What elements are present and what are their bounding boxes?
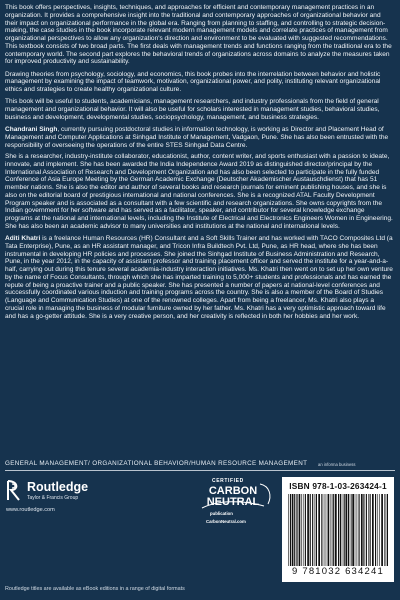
author-bio-1-text: , currently pursuing postdoctoral studies in information technology, is working as Director and Placement Head of Management and Computer Applications at Sinhgad Institute of Management, Vadgaon, Pune. She has also been entrusted with the responsibility of overseeing the operations of the entire STES Sinhgad Data Centre.	[5, 126, 389, 149]
carbon-certified: CERTIFIED	[212, 478, 244, 484]
author-bio-1-continued: She is a researcher, industry-institute collaborator, educationist, author, content writer, and sports enthusiast with a passion to ideate, innovate, and implement. She has been awarded the India Independence Award 2019 as distinguished director/principal by the International Association of Research and Development Organization and has also been selected to participate in the fully funded Conference of Asia Europe Meeting by the German Academic Exchange (Deutscher Akademischer Austauschdienst) that has 51 member nations. She is also the editor and author of several books and research journals for eminent publishing houses, and she is also on the editorial board of prestigious international and national conferences. She is a recognized ATAL Faculty Development Program speaker and is associated as a consultant with a few scientific and research organizations. She owns copyrights from the Indian government for her software and has served as a facilitator, speaker, and contributor for several knowledge exchange programs at the national and international levels, including the Institute of Electrical and Electronics Engineers Women in Engineering. She has also been an academic advisor to many universities and institutions at the national and international levels.	[5, 153, 393, 230]
carbon-website: CarbonNeutral.com	[206, 519, 246, 524]
author-name-1: Chandrani Singh	[5, 126, 58, 134]
routledge-logo-icon	[6, 479, 22, 501]
carbon-neutral-title: CARBON NEUTRAL	[206, 485, 260, 508]
barcode-panel	[282, 477, 394, 582]
carbon-neutral-badge	[198, 476, 278, 534]
author-name-2: Aditi Khatri	[5, 235, 41, 243]
barcode-image	[286, 494, 390, 566]
ebook-note: Routledge titles are available as eBook editions in a range of digital formats	[5, 586, 185, 592]
publisher-group: Taylor & Francis Group	[27, 495, 79, 501]
description-paragraph-2: Drawing theories from psychology, sociology, and economics, this book probes into the interrelation between behavior and holistic management by examining the impact of teamwork, motivation, organizational power, and polity, instituting relevant organizational ethics and strategies to create healthy organizational culture.	[5, 70, 381, 94]
barcode-digits: 9 781032 634241	[292, 566, 384, 577]
subject-category: GENERAL MANAGEMENT/ ORGANIZATIONAL BEHAVIOR/HUMAN RESOURCE MANAGEMENT	[5, 460, 308, 467]
divider	[5, 470, 395, 471]
author-bio-2-text: is a freelance Human Resources (HR) Consultant and a Soft Skills Trainer and has worked with TACO Composites Ltd (a Tata Enterprise), Pune, as an HR assistant manager, and Tricon Infra Buildtech Pvt. Ltd, Pune, as HR head, where she has been instrumental in developing HR policies and processes. She joined the Sinhgad Institute of Business Administration and Research, Pune, in the year 2012, in the capacity of assistant professor and training placement officer and served the institute for a year-and-a-half, carrying out during this tenure several academia-industry interaction initiatives. Ms. Khatri then went on to set up her own venture by the name of Focus Consultants, through which she has imparted training to 5,000+ students and professionals and has earned the repute of being a proactive trainer and a public speaker. She has presented a number of papers at national-level conferences and successfully coordinated various induction and training programs across the country. She is also a member of the Board of Studies (Language and Communication Studies) at one of the renowned colleges. Apart from being a freelancer, Ms. Khatri also plays a crucial role in managing the business of modular furniture owned by her father. Ms. Khatri has a very optimistic approach toward life and has a go-getter attitude. She is a very creative person, and her creativity is reflected in both her hobbies and her work.	[5, 235, 393, 320]
description-paragraph-3: This book will be useful to students, academicians, management researchers, and industry professionals from the field of general management and organizational behavior. It will also be useful for scholars interested in management studies, behavioral studies, business and development, developmental studies, sociopsychology, management, and business strategies.	[5, 98, 380, 121]
informa-tagline: an informa business	[318, 462, 356, 467]
description-paragraph-1: This book offers perspectives, insights, techniques, and approaches for efficient and contemporary management practices in an organization. It provides a comprehensive insight into the traditional and contemporary approaches of organizational behavior and their impact on organizational performance in the global era. Ranging from planning to staffing, and controlling to strategic decision-making, the case studies in the book incorporate relevant modern management models and correlate practices of management from organizational perspectives to allow any organization's direction and environment to be evaluated with suggested recommendations. This textbook consists of two broad parts. The first deals with management trends and functions ranging from the traditional era to the contemporary world. The second part explores the behavioral trends of organizations across domains to analyze the measures taken for improved productivity and sustainability.	[5, 4, 392, 66]
author-bio-2	[5, 235, 394, 320]
carbon-publication: publication	[210, 511, 233, 516]
isbn-number: ISBN 978-1-03-263424-1	[289, 481, 387, 491]
author-bio-1	[5, 126, 394, 149]
cover-text	[5, 4, 394, 325]
publisher-url: www.routledge.com	[6, 507, 55, 513]
publisher-name: Routledge	[27, 480, 89, 494]
